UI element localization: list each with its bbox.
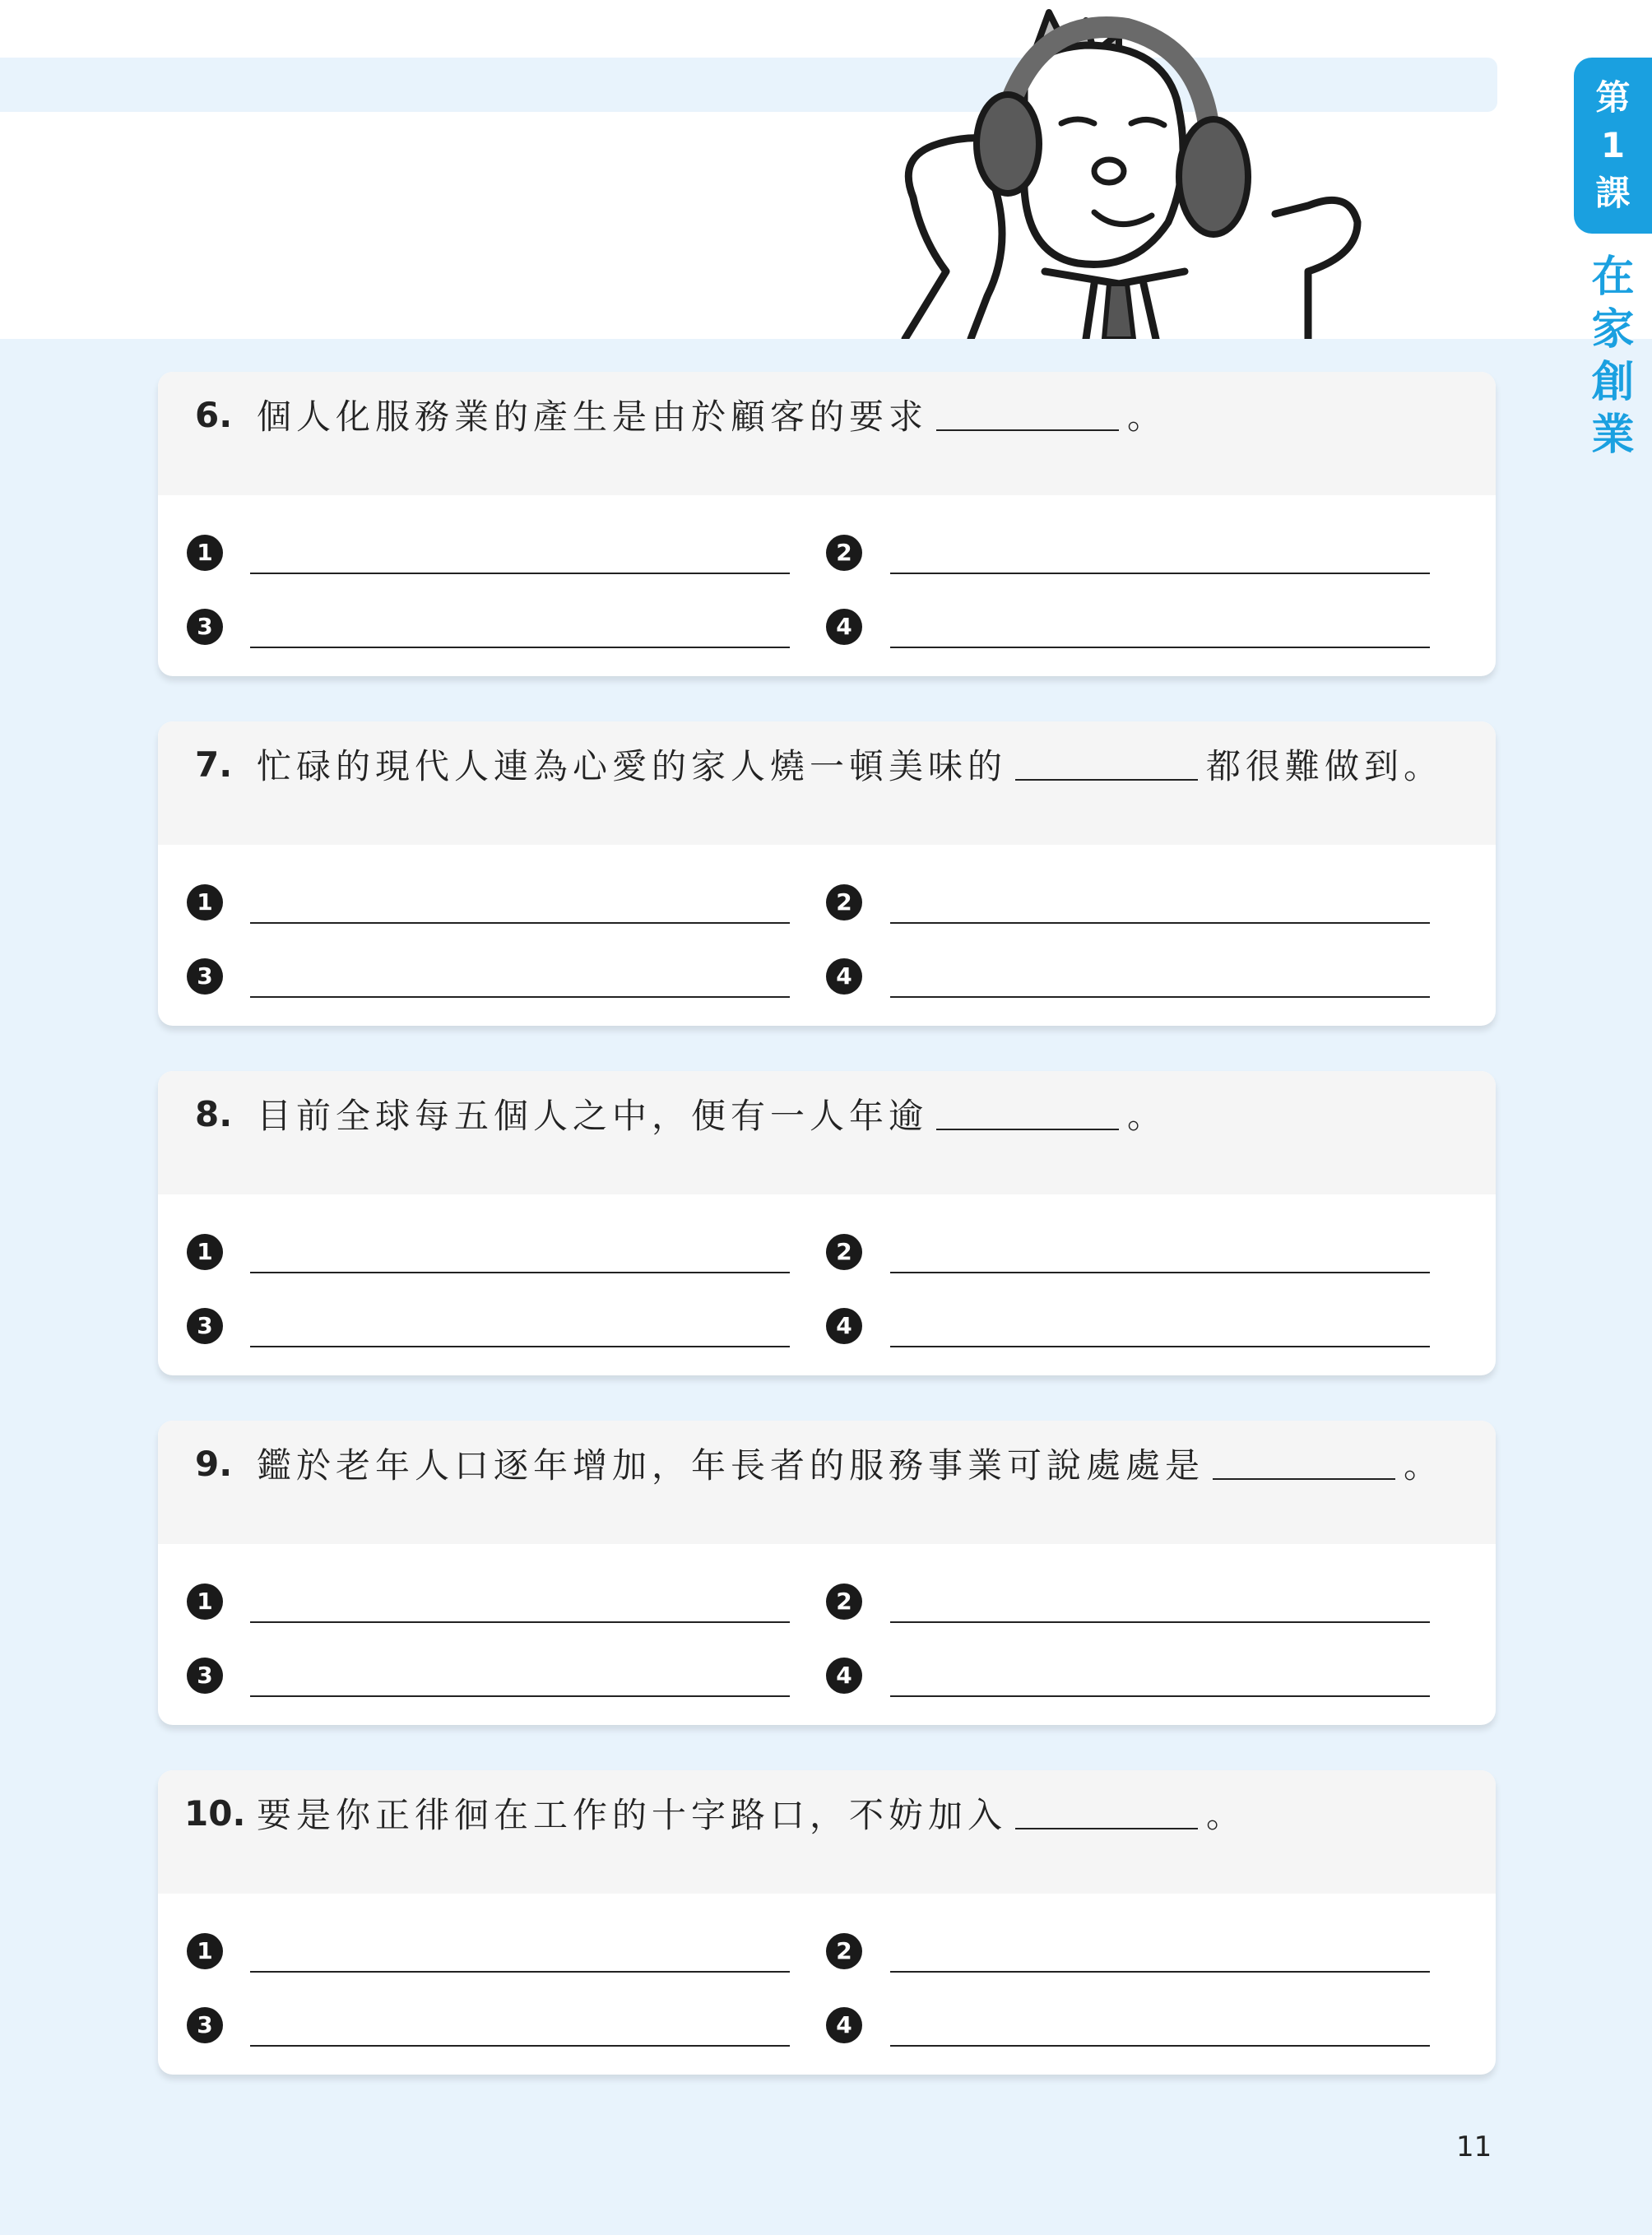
option-2-answer-line[interactable] <box>890 1621 1430 1623</box>
option-3-marker: 3 <box>187 2007 223 2043</box>
option-1-answer-line[interactable] <box>250 573 790 574</box>
question-card <box>158 1421 1496 1725</box>
option-2-marker: 2 <box>826 884 862 920</box>
question-text-before: 目前全球每五個人之中，便有一人年逾 <box>257 1096 929 1136</box>
lesson-title-char: 業 <box>1591 410 1635 460</box>
option-2-answer-line[interactable] <box>890 573 1430 574</box>
question-text-after: 。 <box>1127 1096 1167 1136</box>
option-2-answer-line[interactable] <box>890 1971 1430 1973</box>
option-3-answer-line[interactable] <box>250 996 790 998</box>
lesson-tab[interactable] <box>1574 58 1652 234</box>
lesson-title <box>1574 251 1652 461</box>
option-4-answer-line[interactable] <box>890 1346 1430 1347</box>
option-4-marker: 4 <box>826 609 862 645</box>
question-number: 7. <box>195 744 233 785</box>
option-3-answer-line[interactable] <box>250 1695 790 1697</box>
option-2-answer-line[interactable] <box>890 922 1430 924</box>
question-text-after: 。 <box>1127 396 1167 437</box>
question-text-before: 鑑於老年人口逐年增加，年長者的服務事業可說處處是 <box>257 1445 1205 1486</box>
lesson-title-char: 家 <box>1591 305 1635 355</box>
question-blank <box>1015 779 1198 781</box>
option-1-answer-line[interactable] <box>250 1971 790 1973</box>
question-card <box>158 1770 1496 2075</box>
question-text <box>257 1439 1443 1488</box>
option-4-marker: 4 <box>826 1658 862 1694</box>
question-text-before: 忙碌的現代人連為心愛的家人燒一頓美味的 <box>257 746 1008 786</box>
option-2-marker: 2 <box>826 1933 862 1969</box>
option-1-marker: 1 <box>187 1234 223 1270</box>
question-header <box>158 721 1496 845</box>
page-number: 11 <box>1456 2131 1492 2163</box>
option-4-answer-line[interactable] <box>890 2045 1430 2047</box>
question-blank <box>1015 1828 1198 1829</box>
question-number: 9. <box>195 1444 233 1484</box>
option-3-answer-line[interactable] <box>250 647 790 648</box>
option-4-answer-line[interactable] <box>890 996 1430 998</box>
question-text-before: 個人化服務業的產生是由於顧客的要求 <box>257 396 929 437</box>
question-text-after: 。 <box>1404 1445 1444 1486</box>
option-4-answer-line[interactable] <box>890 1695 1430 1697</box>
option-3-marker: 3 <box>187 609 223 645</box>
option-4-marker: 4 <box>826 1308 862 1344</box>
question-text <box>257 390 1167 439</box>
lesson-tab-number: 1 <box>1600 125 1626 165</box>
question-header <box>158 1421 1496 1544</box>
question-number: 8. <box>195 1094 233 1134</box>
question-text-before: 要是你正徘徊在工作的十字路口，不妨加入 <box>257 1795 1008 1835</box>
question-header <box>158 1770 1496 1894</box>
lesson-tab-prefix: 第 <box>1595 77 1631 118</box>
question-card <box>158 1071 1496 1375</box>
option-1-answer-line[interactable] <box>250 922 790 924</box>
man-with-headphones-illustration <box>847 0 1382 339</box>
question-header <box>158 372 1496 495</box>
question-blank <box>936 1129 1119 1130</box>
option-1-marker: 1 <box>187 1584 223 1620</box>
option-1-marker: 1 <box>187 884 223 920</box>
option-3-marker: 3 <box>187 958 223 995</box>
option-3-marker: 3 <box>187 1658 223 1694</box>
option-2-marker: 2 <box>826 1584 862 1620</box>
question-text <box>257 1089 1167 1138</box>
question-number: 6. <box>195 395 233 435</box>
option-3-answer-line[interactable] <box>250 2045 790 2047</box>
question-blank <box>1213 1478 1395 1480</box>
option-4-marker: 4 <box>826 2007 862 2043</box>
question-text-after: 。 <box>1206 1795 1246 1835</box>
option-2-marker: 2 <box>826 535 862 571</box>
option-2-marker: 2 <box>826 1234 862 1270</box>
question-text-after: 都很難做到。 <box>1206 746 1444 786</box>
question-text <box>257 740 1443 789</box>
lesson-title-char: 在 <box>1591 253 1635 302</box>
question-number: 10. <box>184 1793 246 1834</box>
option-1-answer-line[interactable] <box>250 1272 790 1273</box>
question-card <box>158 372 1496 676</box>
lesson-tab-suffix: 課 <box>1595 173 1631 213</box>
question-blank <box>936 429 1119 431</box>
question-header <box>158 1071 1496 1194</box>
option-4-marker: 4 <box>826 958 862 995</box>
option-4-answer-line[interactable] <box>890 647 1430 648</box>
option-1-marker: 1 <box>187 535 223 571</box>
option-3-marker: 3 <box>187 1308 223 1344</box>
question-text <box>257 1788 1246 1838</box>
option-1-marker: 1 <box>187 1933 223 1969</box>
option-2-answer-line[interactable] <box>890 1272 1430 1273</box>
lesson-title-char: 創 <box>1591 358 1635 407</box>
question-card <box>158 721 1496 1026</box>
option-1-answer-line[interactable] <box>250 1621 790 1623</box>
option-3-answer-line[interactable] <box>250 1346 790 1347</box>
